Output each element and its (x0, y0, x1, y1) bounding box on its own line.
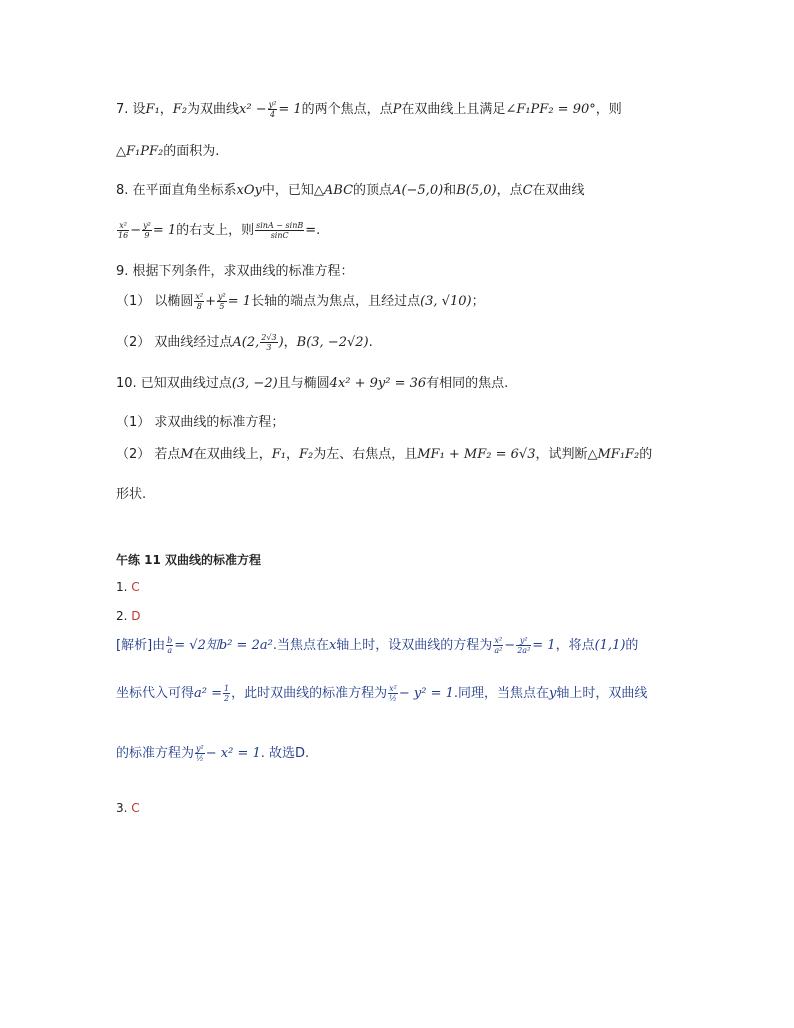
q10-text: 为左、右焦点，且 (313, 447, 418, 462)
ellipse-eq: 4x² + 9y² = 36 (329, 376, 427, 391)
denominator: a (167, 646, 173, 655)
triangle-expr: △F₁PF₂ (116, 144, 164, 159)
focus-f1: F₁ (271, 447, 286, 462)
analysis-text: ，将点 (555, 638, 595, 653)
triangle-expr: △ABC (313, 183, 354, 198)
paren: ) (278, 335, 284, 350)
numerator: 2√3 (261, 333, 277, 342)
q7-text: 的面积为. (163, 144, 220, 159)
answer-value: C (131, 580, 140, 594)
numerator: y² (143, 221, 151, 230)
analysis-expr: − y² = 1 (398, 686, 454, 701)
q10-part2 (116, 445, 652, 465)
q8-text: 的顶点 (353, 183, 393, 198)
fraction (388, 684, 398, 703)
q10-text: 的 (639, 447, 653, 462)
condition-expr: MF₁ + MF₂ = 6√3 (417, 447, 536, 462)
eq-rhs: = 1 (532, 638, 556, 653)
denominator: 2a² (517, 646, 531, 655)
answer-2 (116, 606, 141, 626)
point-b: B(3, −2√2) (296, 335, 369, 350)
q7-text: 为双曲线 (187, 102, 240, 117)
axis-x: x (328, 638, 337, 653)
analysis-text: 的 (625, 638, 639, 653)
answer-3 (116, 798, 140, 818)
answer-value: C (131, 801, 140, 815)
fraction (195, 744, 205, 763)
denominator: 3 (266, 343, 272, 352)
fraction (255, 221, 304, 240)
q10-part1: （1） 求双曲线的标准方程； (116, 415, 285, 430)
q8-text: 和 (443, 183, 457, 198)
analysis-text: [解析]由 (116, 638, 166, 653)
denominator: ½ (389, 694, 397, 703)
q10-text: （2） 若点 (116, 447, 181, 462)
eq-rhs: = 1 (152, 223, 177, 238)
q7-text: 在双曲线上且满足 (401, 102, 506, 117)
eq-rhs: = 1 (278, 102, 302, 117)
answer-number: 2. (116, 609, 128, 623)
analysis-expr: a² = (194, 686, 223, 701)
numerator: x² (494, 636, 503, 645)
triangle-expr: △MF₁F₂ (587, 447, 640, 462)
analysis-text: 轴上时，设双曲线的方程为 (336, 638, 493, 653)
fraction (166, 636, 173, 655)
numerator: y² (268, 100, 277, 109)
angle-expr: ∠F₁PF₂ = 90° (505, 102, 596, 117)
separator: ， (159, 102, 173, 117)
analysis-text: ，此时双曲线的标准方程为 (231, 686, 388, 701)
point-expr: (3, −2) (231, 376, 278, 391)
analysis-text: 的标准方程为 (116, 746, 195, 761)
focus-f1: F₁ (145, 102, 160, 117)
point-a: A (232, 335, 242, 350)
fraction (117, 221, 129, 240)
fraction (260, 333, 277, 352)
q8-text: 在双曲线 (532, 183, 585, 198)
answer-number: 1. (116, 580, 128, 594)
q10-text: 在双曲线上， (193, 447, 272, 462)
q9-title: 9. 根据下列条件，求双曲线的标准方程： (116, 264, 354, 279)
q9-text: （2） 双曲线经过点 (116, 335, 233, 350)
denominator: 8 (196, 302, 202, 311)
separator: ， (285, 447, 299, 462)
point-expr: (1,1) (594, 638, 626, 653)
denominator: ½ (196, 754, 204, 763)
answer-number: 3. (116, 801, 128, 815)
analysis-text: 坐标代入可得 (116, 686, 195, 701)
coord-system: xOy (236, 183, 262, 198)
answer-1 (116, 577, 140, 597)
analysis-expr: b² = 2a² (218, 638, 273, 653)
q10-text: ，试判断 (535, 447, 588, 462)
analysis-text: . 故选D. (260, 746, 310, 761)
numerator: y² (218, 292, 226, 301)
fraction (223, 684, 230, 703)
numerator: y² (196, 744, 204, 753)
numerator: 1 (224, 684, 230, 693)
analysis-expr: = √2知 (174, 638, 219, 653)
q9-text: ； (471, 294, 485, 309)
q10-text: 10. 已知双曲线过点 (116, 376, 232, 391)
answer-value: D (131, 609, 141, 623)
point-c: C (522, 183, 533, 198)
numerator: x² (389, 684, 397, 693)
analysis-line1 (116, 636, 638, 656)
hyperbola-eq-part: x² − (239, 102, 267, 117)
q8-text: 的右支上，则 (176, 223, 255, 238)
fraction (268, 100, 278, 119)
q9-text: 长轴的端点为焦点，且经过点 (251, 294, 421, 309)
q7-text: 7. 设 (116, 102, 146, 117)
q8-text: 中，已知 (261, 183, 314, 198)
denominator: sinC (270, 231, 289, 240)
point-expr: (3, √10) (420, 294, 472, 309)
point-a: A(−5,0) (392, 183, 444, 198)
analysis-line2 (116, 684, 647, 704)
q10-line3: 形状. (116, 487, 147, 502)
operator: − (130, 223, 142, 238)
analysis-text: .同理，当焦点在 (453, 686, 550, 701)
q8-text: ，点 (496, 183, 523, 198)
separator: ， (283, 335, 297, 350)
numerator: b (167, 636, 173, 645)
operator: − (504, 638, 516, 653)
numerator: x² (195, 292, 204, 301)
eq-rhs: = 1 (227, 294, 252, 309)
analysis-line3 (116, 744, 309, 764)
numerator: x² (117, 221, 129, 231)
denominator: 5 (219, 302, 225, 311)
q10-text: 有相同的焦点. (426, 376, 509, 391)
denominator: 9 (144, 231, 150, 240)
fraction (142, 221, 152, 240)
paren: (2, (241, 335, 260, 350)
denominator: 4 (269, 110, 276, 119)
q8-text: =. (305, 223, 321, 238)
q7-line1 (116, 100, 622, 120)
denominator: 16 (118, 231, 129, 240)
analysis-text: .当焦点在 (272, 638, 329, 653)
q9-part2 (116, 333, 373, 353)
section-title: 午练 11 双曲线的标准方程 (116, 553, 262, 567)
focus-f2: F₂ (172, 102, 188, 117)
fraction (217, 292, 227, 311)
q9-part1 (116, 292, 485, 312)
q8-line1 (116, 181, 585, 201)
denominator: a² (494, 646, 503, 655)
analysis-text: 轴上时，双曲线 (556, 686, 648, 701)
point-b: B(5,0) (456, 183, 497, 198)
q10-text: 且与椭圆 (277, 376, 330, 391)
numerator: y² (516, 636, 531, 646)
operator: + (205, 294, 217, 309)
numerator: sinA − sinB (256, 221, 304, 230)
q7-text: ，则 (595, 102, 622, 117)
fraction (493, 636, 503, 655)
q8-line2 (116, 221, 320, 241)
q10-title (116, 374, 508, 394)
q8-text: 8. 在平面直角坐标系 (116, 183, 237, 198)
axis-y: y (549, 686, 557, 701)
fraction (194, 292, 204, 311)
q9-text: （1） 以椭圆 (116, 294, 194, 309)
point-p: P (392, 102, 402, 117)
fraction (516, 636, 531, 655)
q9-text: . (368, 335, 373, 350)
point-m: M (180, 447, 194, 462)
q7-text: 的两个焦点，点 (301, 102, 393, 117)
analysis-expr: − x² = 1 (205, 746, 261, 761)
denominator: 2 (224, 694, 230, 703)
q7-line2 (116, 142, 219, 162)
focus-f2: F₂ (298, 447, 314, 462)
